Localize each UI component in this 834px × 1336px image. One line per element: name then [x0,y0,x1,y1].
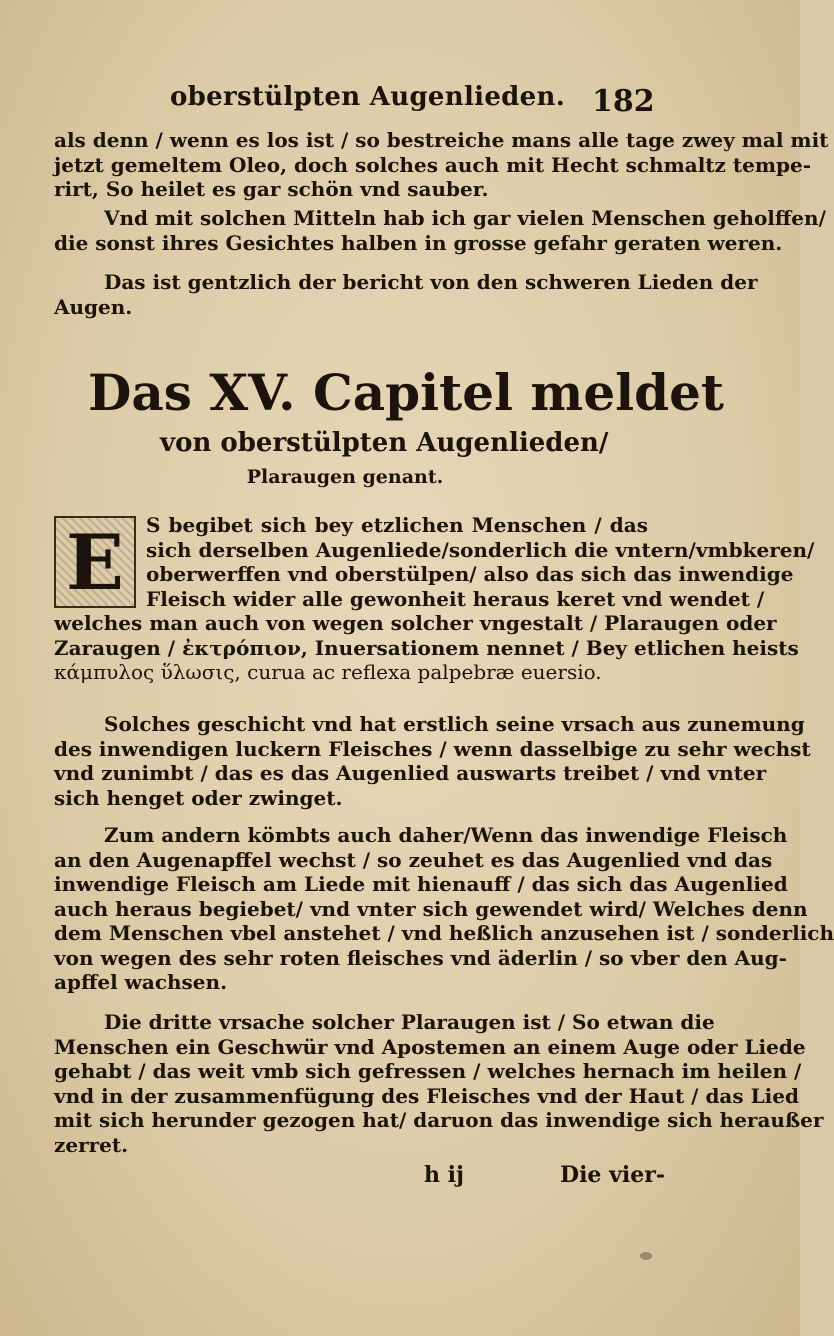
text-line: Menschen ein Geschwür vnd Apostemen an einem Auge oder Liede [54,1034,806,1059]
decorated-initial: E [54,516,136,608]
text-line: inwendige Fleisch am Liede mit hienauff / das sich das Augenlied [54,872,788,896]
chapter-first-paragraph [54,513,815,685]
paragraph-summary [54,270,758,319]
text-line: Vnd mit solchen Mitteln hab ich gar vielen Menschen geholffen/ [104,206,826,230]
text-line: κάμπυλος ὕλωσις, curua ac reflexa palpebræ euersio. [54,660,602,684]
paragraph-means [54,206,826,255]
chapter-title: Das XV. Capitel meldet [88,363,725,422]
text-line: sich henget oder zwinget. [54,785,343,810]
text-line: apffel wachsen. [54,970,228,994]
intro-paragraph [54,128,829,202]
text-line: Zum andern kömbts auch daher/Wenn das inwendige Fleisch [104,823,788,847]
text-line: oberwerffen vnd oberstülpen/ also das sich das inwendige [146,562,794,586]
text-line: des inwendigen luckern Fleisches / wenn dasselbige zu sehr wechst [54,736,811,761]
text-line: S begibet sich bey etzlichen Menschen / das [146,513,648,537]
text-line: als denn / wenn es los ist / so bestreiche mans alle tage zwey mal mit [54,128,829,152]
text-line: welches man auch von wegen solcher vngestalt / Plaraugen oder [54,611,777,635]
ink-stain [640,1252,652,1260]
paragraph-second-cause [54,823,834,995]
text-line: mit sich herunder gezogen hat/ daruon das inwendige sich heraußer [54,1108,824,1132]
text-line: dem Menschen vbel anstehet / vnd heßlich anzusehen ist / sonderlich [54,921,834,945]
text-line: Solches geschicht vnd hat erstlich seine vrsach aus zunemung [104,712,805,736]
text-line: Das ist gentzlich der bericht von den schweren Lieden der [104,270,758,294]
catchword: Die vier- [560,1162,665,1188]
paragraph-third-cause [54,1010,824,1157]
text-line: rirt, So heilet es gar schön vnd sauber. [54,177,489,201]
text-line: auch heraus begiebet/ vnd vnter sich gewendet wird/ Welches denn [54,896,808,921]
text-line: Zaraugen / ἐκτρόπιον, Inuersationem nennet / Bey etlichen heists [54,635,799,660]
text-line: die sonst ihres Gesichtes halben in grosse gefahr geraten weren. [54,230,783,255]
signature-mark: h ij [424,1162,464,1188]
text-line: an den Augenapffel wechst / so zeuhet es das Augenlied vnd das [54,847,773,872]
text-line: gehabt / das weit vmb sich gefressen / welches hernach im heilen / [54,1059,802,1083]
text-line: sich derselben Augenliede/sonderlich die vntern/vmbkeren/ [146,537,815,562]
running-head: oberstülpten Augenlieden. [170,82,566,112]
chapter-subtitle-2: Plaraugen genant. [246,466,444,488]
text-line: von wegen des sehr roten fleisches vnd äderlin / so vber den Aug- [54,945,787,970]
text-line: vnd in der zusammenfügung des Fleisches vnd der Haut / das Lied [54,1083,799,1108]
page-number: 182 [592,84,655,119]
text-line: Augen. [54,294,133,319]
paragraph-first-cause [54,712,811,810]
text-line: Fleisch wider alle gewonheit heraus keret vnd wendet / [146,586,765,611]
text-line: zerret. [54,1132,129,1157]
chapter-subtitle: von oberstülpten Augenlieden/ [160,428,609,458]
text-line: vnd zunimbt / das es das Augenlied auswarts treibet / vnd vnter [54,761,767,785]
text-line: jetzt gemeltem Oleo, doch solches auch mit Hecht schmaltz tempe- [54,152,811,177]
text-line: Die dritte vrsache solcher Plaraugen ist / So etwan die [104,1010,715,1034]
